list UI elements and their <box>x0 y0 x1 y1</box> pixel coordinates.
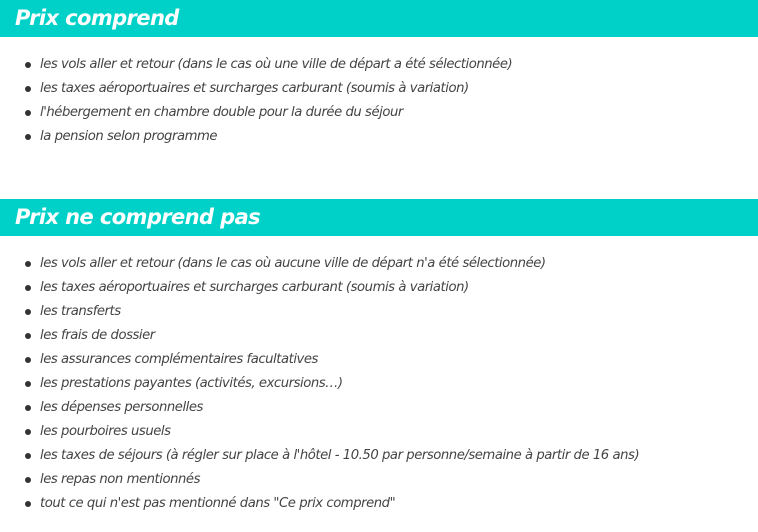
list-item: l'hébergement en chambre double pour la durée du séjour <box>0 101 512 125</box>
list-item: les dépenses personnelles <box>0 396 639 420</box>
bullet-icon <box>25 429 31 435</box>
included-section-header <box>0 0 758 37</box>
bullet-icon <box>25 501 31 507</box>
list-item: les taxes de séjours (à régler sur place à l'hôtel - 10.50 par personne/semaine à partir de 16 ans) <box>0 444 639 468</box>
bullet-icon <box>25 381 31 387</box>
included-list <box>0 53 512 149</box>
list-item: les repas non mentionnés <box>0 468 639 492</box>
bullet-icon <box>25 86 31 92</box>
list-item: les vols aller et retour (dans le cas où une ville de départ a été sélectionnée) <box>0 53 512 77</box>
bullet-icon <box>25 453 31 459</box>
list-item: la pension selon programme <box>0 125 512 149</box>
included-section-title: Prix comprend <box>15 6 179 30</box>
list-item: les transferts <box>0 300 639 324</box>
bullet-icon <box>25 477 31 483</box>
excluded-section-title: Prix ne comprend pas <box>15 205 261 229</box>
list-item: les frais de dossier <box>0 324 639 348</box>
bullet-icon <box>25 110 31 116</box>
bullet-icon <box>25 285 31 291</box>
list-item: les vols aller et retour (dans le cas où aucune ville de départ n'a été sélectionnée) <box>0 252 639 276</box>
bullet-icon <box>25 357 31 363</box>
list-item: les taxes aéroportuaires et surcharges carburant (soumis à variation) <box>0 77 512 101</box>
excluded-section-header <box>0 199 758 236</box>
list-item: tout ce qui n'est pas mentionné dans "Ce prix comprend" <box>0 492 639 516</box>
bullet-icon <box>25 333 31 339</box>
excluded-list <box>0 252 639 516</box>
list-item: les pourboires usuels <box>0 420 639 444</box>
bullet-icon <box>25 261 31 267</box>
bullet-icon <box>25 134 31 140</box>
list-item: les assurances complémentaires facultatives <box>0 348 639 372</box>
list-item: les taxes aéroportuaires et surcharges carburant (soumis à variation) <box>0 276 639 300</box>
bullet-icon <box>25 62 31 68</box>
list-item: les prestations payantes (activités, excursions…) <box>0 372 639 396</box>
bullet-icon <box>25 309 31 315</box>
bullet-icon <box>25 405 31 411</box>
